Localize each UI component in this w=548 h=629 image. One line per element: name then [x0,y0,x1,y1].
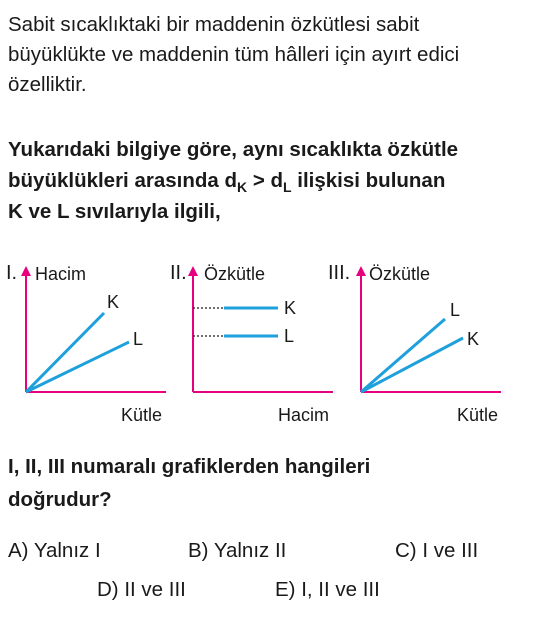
graph-2-ylabel: Özkütle [204,264,266,284]
ask-line-2: doğrudur? [8,488,112,511]
graph-2-label-k: K [284,298,297,318]
graph-1-ylabel: Hacim [35,264,87,284]
graph-1-label-k: K [107,292,120,312]
graph-3-ylabel: Özkütle [369,264,431,284]
graph-1-xlabel: Kütle [121,405,163,425]
question-text [8,134,544,227]
option-c[interactable]: C) I ve III [395,539,479,562]
intro-line-1: Sabit sıcaklıktaki bir maddenin özkütlesi sabit [8,13,420,36]
graph-1-y-arrow [21,266,31,276]
graph-3-xlabel: Kütle [457,405,499,425]
question-line-2-start: büyüklükleri arasında d [8,169,237,192]
graph-2-y-arrow [188,266,198,276]
graph-2-label-l: L [284,326,295,346]
graph-1 [6,262,166,425]
question-line-2-end: ilişkisi bulunan [291,169,446,192]
graphs-svg [0,250,548,430]
graph-2-numeral: II. [170,262,187,284]
graph-1-line-l [26,342,129,392]
graph-3-y-arrow [356,266,366,276]
graph-2-xlabel: Hacim [278,405,330,425]
question-line-1: Yukarıdaki bilgiye göre, aynı sıcaklıkta özkütle [8,138,459,161]
graph-1-numeral: I. [6,262,18,284]
intro-line-3: özelliktir. [8,73,87,96]
graph-3-label-k: K [467,329,480,349]
graph-3 [328,262,501,425]
subscript-l: L [283,179,292,195]
ask-text [8,450,544,516]
graph-1-line-k [26,313,104,392]
intro-line-2: büyüklükte ve maddenin tüm hâlleri için ayırt edici [8,43,460,66]
option-e[interactable]: E) I, II ve III [275,578,380,601]
subscript-k: K [237,179,248,195]
graph-3-label-l: L [450,300,461,320]
graph-2 [170,262,333,425]
ask-line-1: I, II, III numaralı grafiklerden hangileri [8,455,371,478]
question-line-3: K ve L sıvılarıyla ilgili, [8,200,221,223]
option-d[interactable]: D) II ve III [97,578,186,601]
option-b[interactable]: B) Yalnız II [188,539,287,562]
intro-text [8,10,544,100]
graphs-row [0,250,548,430]
greater-than: > d [247,169,284,192]
graph-1-label-l: L [133,329,144,349]
graph-3-numeral: III. [328,262,351,284]
option-a[interactable]: A) Yalnız I [8,539,101,562]
